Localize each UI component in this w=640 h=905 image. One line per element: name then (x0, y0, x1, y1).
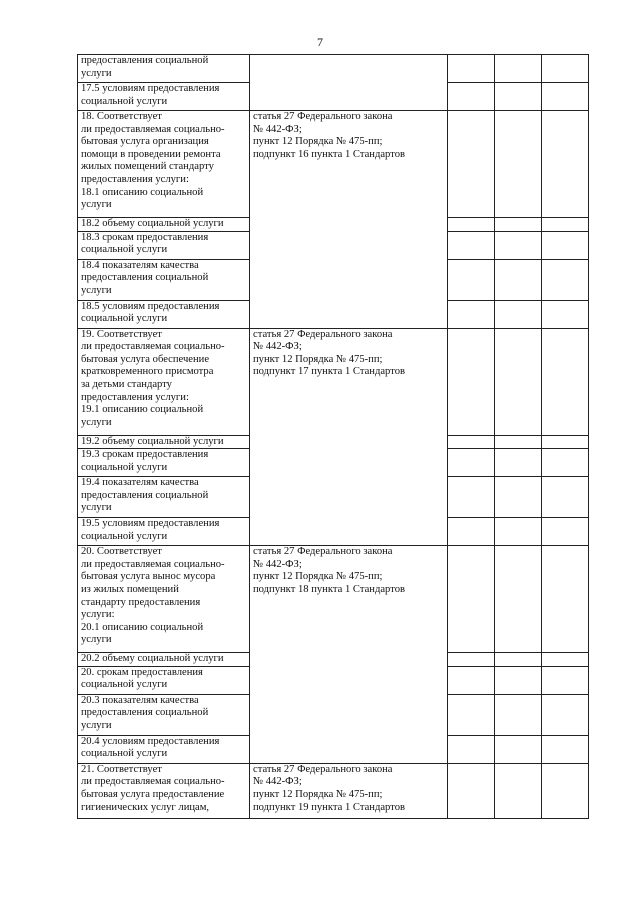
na-cell[interactable] (542, 218, 589, 232)
yes-cell[interactable] (448, 328, 495, 435)
no-cell[interactable] (495, 111, 542, 218)
na-cell[interactable] (542, 111, 589, 218)
yes-cell[interactable] (448, 694, 495, 735)
na-cell[interactable] (542, 735, 589, 763)
table-row (78, 55, 589, 83)
requirement-cell (78, 477, 250, 518)
requirement-text: 20.2 объему социальной услуги (81, 653, 224, 665)
yes-cell[interactable] (448, 546, 495, 653)
no-cell[interactable] (495, 653, 542, 667)
requirement-cell (78, 435, 250, 449)
requirement-cell (78, 259, 250, 300)
no-cell[interactable] (495, 328, 542, 435)
no-cell[interactable] (495, 477, 542, 518)
na-cell[interactable] (542, 518, 589, 546)
requirement-cell (78, 449, 250, 477)
requirement-cell (78, 763, 250, 818)
no-cell[interactable] (495, 449, 542, 477)
requirement-cell (78, 735, 250, 763)
requirement-cell (78, 653, 250, 667)
requirement-text: 20. Соответствует ли предоставляемая социально- бытовая услуга вынос мусора из жилых помещений стандарту предоставления услуги: 20.1 описанию социальной услуги (81, 546, 225, 646)
requirement-cell (78, 694, 250, 735)
page-number: 7 (317, 35, 323, 49)
yes-cell[interactable] (448, 259, 495, 300)
requirement-text: 18.2 объему социальной услуги (81, 218, 224, 229)
legal-basis-cell (250, 111, 448, 329)
table-row (78, 763, 589, 818)
na-cell[interactable] (542, 328, 589, 435)
requirement-cell (78, 218, 250, 232)
na-cell[interactable] (542, 259, 589, 300)
yes-cell[interactable] (448, 666, 495, 694)
requirement-cell (78, 55, 250, 83)
yes-cell[interactable] (448, 231, 495, 259)
requirement-text: 21. Соответствует ли предоставляемая социально- бытовая услуга предоставление гигиенических услуг лицам, (81, 763, 225, 813)
requirement-cell (78, 300, 250, 328)
na-cell[interactable] (542, 477, 589, 518)
na-cell[interactable] (542, 449, 589, 477)
no-cell[interactable] (495, 218, 542, 232)
na-cell[interactable] (542, 653, 589, 667)
yes-cell[interactable] (448, 300, 495, 328)
yes-cell[interactable] (448, 435, 495, 449)
no-cell[interactable] (495, 55, 542, 83)
requirement-text: 18. Соответствует ли предоставляемая социально- бытовая услуга организация помощи в проведении ремонта жилых помещений стандарту предоставления услуги: 18.1 описанию социальной услуги (81, 111, 225, 211)
yes-cell[interactable] (448, 83, 495, 111)
no-cell[interactable] (495, 231, 542, 259)
no-cell[interactable] (495, 518, 542, 546)
no-cell[interactable] (495, 435, 542, 449)
na-cell[interactable] (542, 435, 589, 449)
requirement-text: 18.3 срокам предоставления социальной услуги (81, 231, 209, 256)
yes-cell[interactable] (448, 55, 495, 83)
no-cell[interactable] (495, 300, 542, 328)
legal-basis-text: статья 27 Федерального закона № 442-ФЗ; пункт 12 Порядка № 475-пп; подпункт 17 пункта 1 Стандартов (253, 328, 406, 378)
yes-cell[interactable] (448, 735, 495, 763)
no-cell[interactable] (495, 546, 542, 653)
table-row (78, 111, 589, 218)
requirement-text: 17.5 условиям предоставления социальной услуги (81, 83, 220, 107)
legal-basis-text: статья 27 Федерального закона № 442-ФЗ; пункт 12 Порядка № 475-пп; подпункт 18 пункта 1 Стандартов (253, 546, 406, 595)
na-cell[interactable] (542, 546, 589, 653)
na-cell[interactable] (542, 55, 589, 83)
requirement-cell (78, 666, 250, 694)
yes-cell[interactable] (448, 653, 495, 667)
requirement-cell (78, 231, 250, 259)
yes-cell[interactable] (448, 111, 495, 218)
legal-basis-text: статья 27 Федерального закона № 442-ФЗ; пункт 12 Порядка № 475-пп; подпункт 19 пункта 1 Стандартов (253, 763, 406, 813)
na-cell[interactable] (542, 300, 589, 328)
legal-basis-cell (250, 763, 448, 818)
requirement-text: 20. срокам предоставления социальной услуги (81, 666, 203, 691)
requirement-cell (78, 546, 250, 653)
yes-cell[interactable] (448, 477, 495, 518)
requirement-cell (78, 83, 250, 111)
requirement-text: 19.3 срокам предоставления социальной услуги (81, 449, 209, 473)
no-cell[interactable] (495, 259, 542, 300)
requirement-text: 20.3 показателям качества предоставления социальной услуги (81, 694, 209, 731)
na-cell[interactable] (542, 666, 589, 694)
table-row (78, 328, 589, 435)
legal-basis-cell (250, 328, 448, 546)
legal-basis-cell (250, 55, 448, 111)
requirement-text: 18.4 показателям качества предоставления социальной услуги (81, 259, 209, 296)
requirement-cell (78, 518, 250, 546)
na-cell[interactable] (542, 763, 589, 818)
yes-cell[interactable] (448, 218, 495, 232)
yes-cell[interactable] (448, 449, 495, 477)
requirement-text: 19.5 условиям предоставления социальной услуги (81, 518, 220, 542)
no-cell[interactable] (495, 83, 542, 111)
na-cell[interactable] (542, 231, 589, 259)
requirement-cell (78, 328, 250, 435)
legal-basis-cell (250, 546, 448, 764)
na-cell[interactable] (542, 694, 589, 735)
na-cell[interactable] (542, 83, 589, 111)
no-cell[interactable] (495, 763, 542, 818)
no-cell[interactable] (495, 694, 542, 735)
requirement-text: 19. Соответствует ли предоставляемая социально- бытовая услуга обеспечение кратковременного присмотра за детьми стандарту предоставления услуги: 19.1 описанию социальной услуги (81, 328, 225, 428)
requirement-text: 20.4 условиям предоставления социальной услуги (81, 735, 220, 760)
legal-basis-text: статья 27 Федерального закона № 442-ФЗ; пункт 12 Порядка № 475-пп; подпункт 16 пункта 1 Стандартов (253, 111, 406, 160)
requirement-cell (78, 111, 250, 218)
yes-cell[interactable] (448, 518, 495, 546)
checklist-table (77, 54, 589, 819)
no-cell[interactable] (495, 666, 542, 694)
yes-cell[interactable] (448, 763, 495, 818)
requirement-text: предоставления социальной услуги (81, 55, 209, 79)
table-row (78, 546, 589, 653)
requirement-text: 18.5 условиям предоставления социальной услуги (81, 300, 220, 325)
requirement-text: 19.2 объему социальной услуги (81, 435, 224, 447)
requirement-text: 19.4 показателям качества предоставления социальной услуги (81, 477, 209, 514)
no-cell[interactable] (495, 735, 542, 763)
